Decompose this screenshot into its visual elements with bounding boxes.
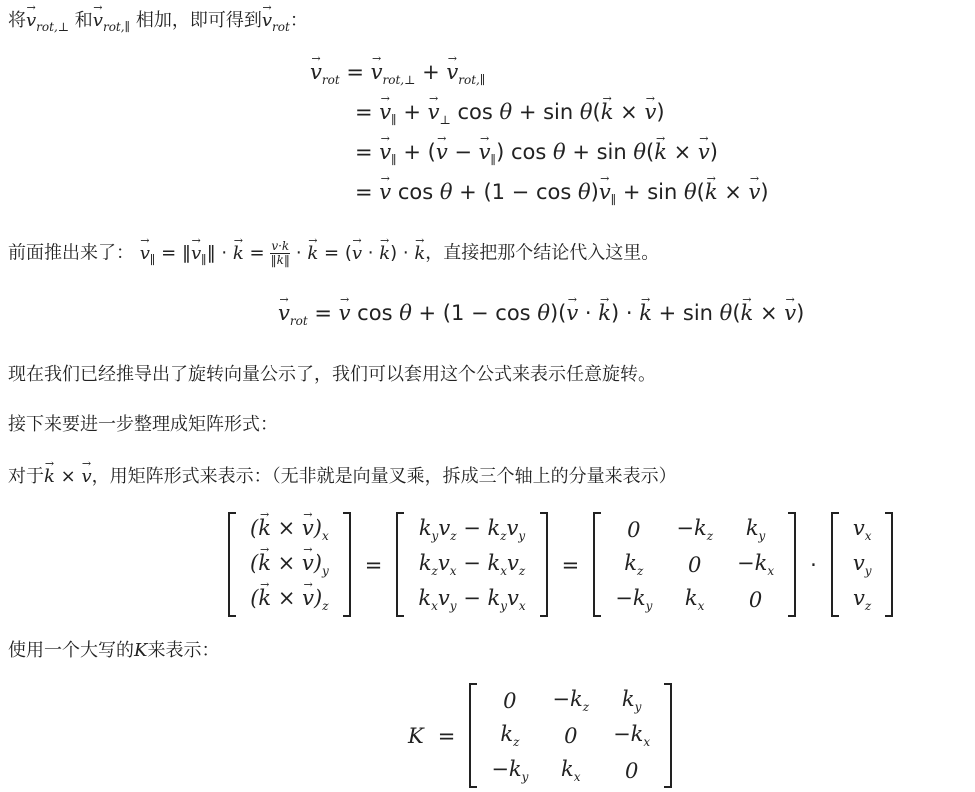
rodrigues-formula: $v \to_{rot} = v \to \cos \theta + (1 - \cos \theta)(v$ → · k →) · k → + sin θ(k → × v →) — [278, 293, 804, 336]
derivation-line-1: $v \to_{rot} = v \to_{rot,\perp} + v \to_{rot,\parallel}$ — [310, 52, 485, 95]
k-matrix-def: 0 $-k_z$ $k_y$ $k_z$ 0 $-k_x$ $-k_y$ $k_x$ 0 — [469, 683, 672, 788]
component-vector: $k_yv_z - k_zv_y$ $k_zv_x - k_xv_z$ $k_xv_y - k_yv_x$ — [396, 512, 547, 617]
intro-text: 将$v \to_{rot,\perp}$ 和$v \to_{rot,\parallel}$ 相加，即可得到$v \to_{rot}$： — [8, 8, 308, 35]
matrix-equation: (k → × $v \to)_x$ (k → × $v \to)_y$ (k → × $v \to)_z$ = $k_yv_z - k_zv_y$ $k_zv_x - k_xv_z$ $k_xv_y - k_yv_x$ = 0 $-k_z$ $k_y$ $k_z$ 0 $-k_x$ $-k_y$ $k_x$ 0 · $v_x$ $v_y$ $v_z$ — [228, 512, 893, 617]
derivation-line-4: = $v \to \cos \theta + (1 - \cos \theta)v \to_\parallel + \sin \theta(k$ → × v →) — [355, 172, 769, 215]
derivation-line-2: = $v \to_\parallel + v \to_\perp$ cos θ + sin θ(k → × v →) — [355, 92, 665, 135]
cross-product-vector: (k → × $v \to)_x$ (k → × $v \to)_y$ (k → × $v \to)_z$ — [228, 512, 351, 617]
previous-result-text: 前面推出来了： $v \to_\parallel$ = ‖v $\to_\parallel‖ \cdot k$ → = $\frac{v\cdot k}{‖k‖}$ · k → = (v → · k →) · k →，直接把那个结论代入这里。 — [8, 240, 659, 268]
k-definition: K = 0 $-k_z$ $k_y$ $k_z$ 0 $-k_x$ $-k_y$ $k_x$ 0 — [408, 683, 672, 788]
cross-product-text: 对于k → × v →，用矩阵形式来表示：（无非就是向量叉乘，拆成三个轴上的分量来表示） — [8, 464, 677, 490]
capital-k-text: 使用一个大写的K来表示： — [8, 640, 220, 661]
v-vector: $v_x$ $v_y$ $v_z$ — [831, 512, 894, 617]
k-matrix: 0 $-k_z$ $k_y$ $k_z$ 0 $-k_x$ $-k_y$ $k_x$ 0 — [593, 512, 796, 617]
fraction: $\frac{v\cdot k}{‖k‖}$ — [270, 239, 290, 267]
summary-text: 现在我们已经推导出了旋转向量公示了，我们可以套用这个公式来表示任意旋转。 — [8, 364, 656, 385]
next-step-text: 接下来要进一步整理成矩阵形式： — [8, 414, 278, 435]
derivation-line-3: = $v \to_\parallel + (v$ → − $v \to_\parallel$) cos θ + sin θ(k → × v →) — [355, 132, 718, 175]
